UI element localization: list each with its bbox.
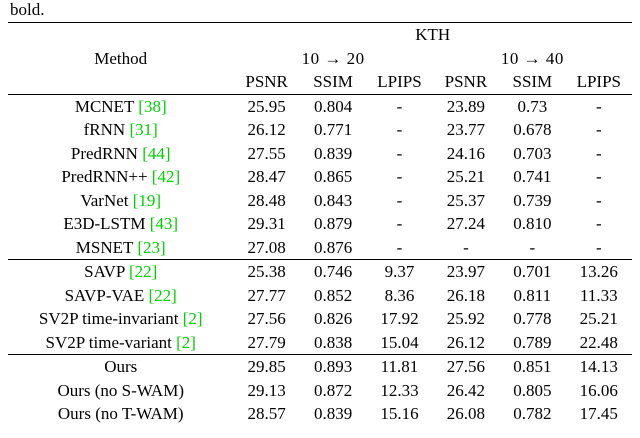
cell-method	[8, 355, 233, 379]
citation-link[interactable]: [43]	[149, 214, 179, 233]
cell-value: 0.865	[313, 167, 353, 186]
cell-value: -	[595, 214, 602, 233]
cell-value: 25.95	[247, 96, 286, 116]
citation-link[interactable]: [22]	[148, 285, 177, 305]
cell-value: 27.77	[247, 285, 286, 305]
cell-value: 24.16	[446, 143, 486, 163]
header-metric-blank	[8, 70, 233, 94]
cell-method	[8, 165, 233, 189]
cell-method	[8, 379, 233, 403]
cell-value: 8.36	[384, 285, 415, 305]
caption-tail-text: bold.	[10, 0, 45, 19]
cell-value: 27.56	[446, 357, 486, 376]
table-row	[8, 94, 632, 118]
cell-value: 26.12	[433, 331, 499, 355]
cell-method	[8, 189, 233, 213]
method-name: VarNet	[80, 190, 129, 210]
cell-value: 23.89	[446, 96, 486, 116]
method-name: Ours (no T-WAM)	[57, 404, 184, 423]
cell-value: 12.33	[380, 380, 419, 400]
cell-value: 0.826	[313, 309, 353, 328]
table-row	[8, 355, 632, 379]
cell-value: -	[433, 236, 499, 260]
cell-value: 0.872	[313, 380, 353, 400]
table-header-group-row	[8, 47, 632, 71]
cell-value: 0.789	[499, 331, 565, 355]
cell-value: -	[396, 214, 403, 233]
method-name: E3D-LSTM	[63, 214, 146, 233]
method-name: PredRNN	[70, 143, 138, 163]
method-name: fRNN	[83, 120, 126, 139]
cell-value: -	[499, 236, 565, 260]
method-name: Ours	[104, 357, 138, 376]
citation-link[interactable]: [31]	[129, 120, 158, 139]
method-name: SAVP	[84, 262, 125, 281]
cell-value: -	[595, 167, 602, 186]
cell-value: 0.804	[313, 96, 353, 116]
cell-value: 23.77	[446, 120, 486, 139]
header-metric-5: LPIPS	[566, 70, 632, 94]
cell-value: -	[595, 96, 602, 116]
citation-link[interactable]: [2]	[176, 332, 196, 352]
cell-value: 29.13	[247, 380, 286, 400]
cell-value: -	[595, 190, 602, 210]
cell-value: 11.81	[380, 357, 419, 376]
cell-value: 11.33	[579, 285, 618, 305]
citation-link[interactable]: [38]	[138, 96, 167, 116]
cell-value: 25.92	[446, 309, 486, 328]
method-name: MSNET	[75, 237, 134, 257]
citation-link[interactable]: [42]	[151, 167, 181, 186]
cell-value: 0.746	[313, 262, 353, 281]
cell-value: 0.778	[513, 309, 552, 328]
cell-value: 17.45	[579, 404, 618, 423]
cell-value: 27.08	[233, 236, 299, 260]
cell-value: 14.13	[579, 357, 618, 376]
cell-method	[8, 307, 233, 331]
cell-value: -	[396, 167, 403, 186]
cell-value: 0.678	[513, 120, 552, 139]
table-row	[8, 307, 632, 331]
cell-value: 0.810	[513, 214, 552, 233]
cell-value: 0.701	[513, 262, 552, 281]
cell-value: 27.24	[446, 214, 486, 233]
cell-value: 28.48	[247, 190, 286, 210]
cell-value: 0.839	[313, 404, 353, 423]
header-group-1: 10 → 40	[500, 48, 564, 68]
cell-value: 15.16	[380, 404, 419, 423]
cell-method	[8, 94, 233, 118]
cell-value: 0.741	[513, 167, 552, 186]
cell-value: 25.37	[446, 190, 486, 210]
header-metric-4: SSIM	[499, 70, 565, 94]
cell-value: 0.811	[513, 285, 552, 305]
cell-value: 0.876	[300, 236, 366, 260]
cell-value: 0.851	[513, 357, 552, 376]
method-name: PredRNN++	[61, 167, 148, 186]
cell-value: 16.06	[579, 380, 618, 400]
table-header-metric-row	[8, 70, 632, 94]
cell-value: 17.92	[380, 309, 419, 328]
cell-value: 26.12	[247, 120, 286, 139]
cell-value: 29.31	[247, 214, 286, 233]
table-row	[8, 118, 632, 142]
cell-value: 26.08	[446, 404, 486, 423]
cell-value: 28.47	[247, 167, 286, 186]
citation-link[interactable]: [22]	[129, 262, 158, 281]
cell-value: 26.42	[446, 380, 486, 400]
cell-method	[8, 284, 233, 308]
cell-value: 0.893	[313, 357, 353, 376]
cell-value: 27.56	[247, 309, 286, 328]
header-metric-0: PSNR	[233, 70, 299, 94]
method-name: SV2P time-invariant	[38, 309, 179, 328]
method-name: MCNET	[74, 96, 135, 116]
cell-method	[8, 402, 233, 426]
citation-link[interactable]: [19]	[132, 190, 162, 210]
cell-value: -	[595, 120, 602, 139]
cell-value: 0.782	[513, 404, 552, 423]
cell-value: -	[566, 236, 632, 260]
cell-method	[8, 260, 233, 284]
cell-value: 0.838	[300, 331, 366, 355]
cell-value: 25.21	[579, 309, 618, 328]
citation-link[interactable]: [44]	[142, 143, 171, 163]
cell-value: -	[396, 190, 403, 210]
citation-link[interactable]: [2]	[182, 309, 203, 328]
cell-value: 0.843	[313, 190, 353, 210]
table-row	[8, 212, 632, 236]
cell-value: 0.839	[313, 143, 353, 163]
cell-method	[8, 331, 233, 355]
cell-value: 25.21	[446, 167, 486, 186]
citation-link[interactable]: [23]	[137, 237, 166, 257]
cell-method	[8, 236, 233, 260]
cell-value: 27.55	[247, 143, 286, 163]
cell-value: 28.57	[247, 404, 286, 423]
table-row	[8, 402, 632, 426]
cell-value: 9.37	[384, 262, 415, 281]
cell-method	[8, 212, 233, 236]
cell-value: -	[396, 143, 403, 163]
table-row	[8, 260, 632, 284]
cell-value: 15.04	[366, 331, 432, 355]
results-table	[8, 22, 632, 426]
cell-value: 0.852	[313, 285, 353, 305]
cell-method	[8, 142, 233, 166]
table-row	[8, 189, 632, 213]
header-group-0: 10 → 20	[301, 48, 365, 68]
cell-value: 0.805	[513, 380, 552, 400]
cell-value: -	[595, 143, 602, 163]
cell-value: 13.26	[579, 262, 618, 281]
method-name: SV2P time-variant	[45, 332, 172, 352]
cell-value: 0.739	[513, 190, 552, 210]
cell-value: -	[396, 96, 403, 116]
cell-method	[8, 118, 233, 142]
cell-value: 23.97	[446, 262, 486, 281]
cell-value: 25.38	[247, 262, 286, 281]
method-name: Ours (no S-WAM)	[57, 380, 184, 400]
header-method: Method	[94, 48, 148, 68]
table-row	[8, 236, 632, 260]
table-header-dataset-row	[8, 23, 632, 47]
table-row	[8, 331, 632, 355]
cell-value: 27.79	[233, 331, 299, 355]
cell-value: 29.85	[247, 357, 286, 376]
table-row	[8, 284, 632, 308]
table-row	[8, 379, 632, 403]
cell-value: 26.18	[446, 285, 486, 305]
header-metric-1: SSIM	[300, 70, 366, 94]
table-row	[8, 165, 632, 189]
cell-value: 22.48	[566, 331, 632, 355]
header-blank-cell	[8, 23, 233, 47]
cell-value: -	[366, 236, 432, 260]
cell-value: 0.73	[517, 96, 548, 116]
cell-value: 0.703	[513, 143, 552, 163]
header-metric-2: LPIPS	[366, 70, 432, 94]
cell-value: 0.771	[313, 120, 353, 139]
header-dataset-kth: KTH	[233, 23, 632, 47]
header-metric-3: PSNR	[433, 70, 499, 94]
table-row	[8, 142, 632, 166]
cell-value: 0.879	[313, 214, 353, 233]
cell-value: -	[396, 120, 403, 139]
method-name: SAVP-VAE	[64, 285, 145, 305]
